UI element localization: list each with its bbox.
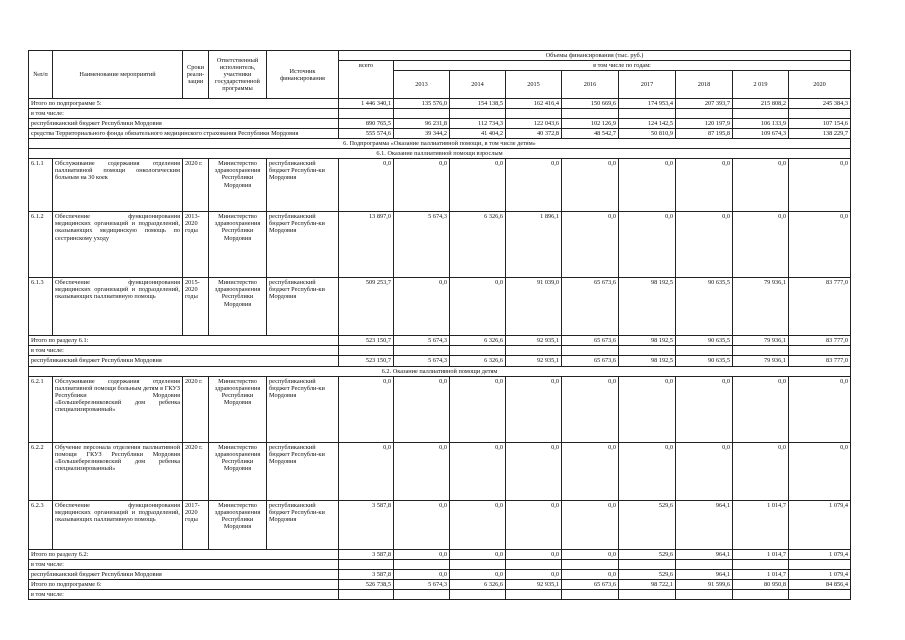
measure-total: 0,0	[339, 376, 394, 442]
table-body	[29, 99, 851, 600]
subprogram-title	[29, 139, 851, 149]
measure-year-value: 1 079,4	[789, 500, 851, 549]
summary-year-value: 39 344,2	[394, 129, 450, 139]
measure-year-value: 1 896,1	[506, 212, 562, 278]
measure-year-value: 0,0	[394, 278, 450, 336]
measure-year-value: 0,0	[562, 442, 619, 500]
summary-year-value: 98 722,1	[619, 579, 676, 589]
measure-year-value: 0,0	[619, 442, 676, 500]
measure-year-value: 964,1	[676, 500, 733, 549]
summary-year-value: 102 126,9	[562, 119, 619, 129]
measure-executor: Министерство здравоохранения Республики Мордовия	[209, 159, 267, 212]
measure-num: 6.1.2	[29, 212, 53, 278]
summary-label: республиканский бюджет Республики Мордовия	[29, 119, 339, 129]
summary-year-value	[619, 589, 676, 599]
measure-year-value: 0,0	[789, 159, 851, 212]
measure-year-value: 6 326,6	[450, 212, 506, 278]
measure-year-value: 0,0	[562, 212, 619, 278]
measure-terms: 2020 г.	[183, 376, 209, 442]
summary-label: Итого по подпрограмме 5:	[29, 99, 339, 109]
measure-executor: Министерство здравоохранения Республики Мордовия	[209, 376, 267, 442]
summary-year-value	[676, 346, 733, 356]
measure-executor: Министерство здравоохранения Республики Мордовия	[209, 442, 267, 500]
summary-year-value: 0,0	[394, 569, 450, 579]
summary-year-value	[733, 589, 789, 599]
measure-num: 6.1.3	[29, 278, 53, 336]
summary-year-value	[450, 589, 506, 599]
summary-year-value	[506, 589, 562, 599]
summary-total	[339, 559, 394, 569]
measure-year-value: 0,0	[450, 500, 506, 549]
summary-year-value: 5 674,3	[394, 579, 450, 589]
summary-label: республиканский бюджет Республики Мордовия	[29, 356, 339, 366]
measure-total: 3 587,8	[339, 500, 394, 549]
summary-year-value: 162 416,4	[506, 99, 562, 109]
measure-terms: 2017-2020 годы	[183, 500, 209, 549]
summary-year-value: 48 542,7	[562, 129, 619, 139]
measure-source: республиканский бюджет Республи-ки Мордовия	[267, 278, 339, 336]
summary-year-value: 65 673,6	[562, 356, 619, 366]
summary-year-value	[789, 346, 851, 356]
summary-year-value: 964,1	[676, 549, 733, 559]
summary-year-value: 107 154,6	[789, 119, 851, 129]
measure-year-value: 83 777,0	[789, 278, 851, 336]
summary-year-value: 112 734,3	[450, 119, 506, 129]
measure-year-value: 0,0	[394, 500, 450, 549]
summary-year-value: 0,0	[506, 569, 562, 579]
summary-label: средства Территориального фонда обязательного медицинского страхования Республики Мордовия	[29, 129, 339, 139]
summary-year-value	[789, 559, 851, 569]
summary-year-value: 92 935,1	[506, 579, 562, 589]
summary-year-value: 109 674,3	[733, 129, 789, 139]
header-source: Источник финансирования	[267, 51, 339, 99]
measure-name: Обслуживание содержания отделения паллиативной помощи больным детям в ГКУЗ Республики Мордовия «Большеберезниковский дом ребенка специализированный»	[53, 376, 183, 442]
summary-year-value	[676, 589, 733, 599]
table-header	[29, 51, 851, 99]
section-title	[29, 366, 851, 376]
summary-year-value: 96 231,8	[394, 119, 450, 129]
summary-year-value	[506, 559, 562, 569]
summary-label: в том числе:	[29, 559, 339, 569]
summary-year-value: 106 133,9	[733, 119, 789, 129]
document-page	[28, 50, 849, 600]
measure-year-value: 79 936,1	[733, 278, 789, 336]
summary-year-value: 83 777,0	[789, 336, 851, 346]
measure-year-value: 5 674,3	[394, 212, 450, 278]
summary-row	[29, 356, 851, 366]
summary-year-value: 138 229,7	[789, 129, 851, 139]
summary-year-value: 0,0	[450, 549, 506, 559]
measure-year-value: 0,0	[562, 159, 619, 212]
summary-year-value	[619, 346, 676, 356]
measure-year-value: 90 635,5	[676, 278, 733, 336]
measure-year-value: 0,0	[789, 442, 851, 500]
summary-year-value: 90 635,5	[676, 356, 733, 366]
measure-year-value: 0,0	[506, 376, 562, 442]
summary-year-value	[562, 109, 619, 119]
summary-year-value: 120 197,9	[676, 119, 733, 129]
summary-year-value: 91 599,6	[676, 579, 733, 589]
measure-year-value: 529,6	[619, 500, 676, 549]
summary-year-value	[394, 559, 450, 569]
summary-year-value	[619, 559, 676, 569]
summary-year-value: 98 192,5	[619, 336, 676, 346]
summary-year-value	[676, 109, 733, 119]
summary-year-value: 87 195,8	[676, 129, 733, 139]
summary-total	[339, 109, 394, 119]
header-year: 2017	[619, 71, 676, 99]
summary-year-value	[394, 346, 450, 356]
measure-year-value: 0,0	[789, 212, 851, 278]
summary-year-value	[394, 589, 450, 599]
summary-year-value	[506, 109, 562, 119]
measure-year-value: 0,0	[619, 159, 676, 212]
measure-num: 6.2.1	[29, 376, 53, 442]
measure-year-value: 0,0	[562, 376, 619, 442]
summary-total: 1 446 340,1	[339, 99, 394, 109]
summary-year-value	[676, 559, 733, 569]
summary-year-value: 79 936,1	[733, 336, 789, 346]
measure-year-value: 0,0	[676, 212, 733, 278]
summary-year-value: 245 384,3	[789, 99, 851, 109]
measure-row	[29, 376, 851, 442]
summary-year-value	[450, 346, 506, 356]
summary-year-value	[733, 346, 789, 356]
financing-table	[28, 50, 851, 600]
summary-year-value: 215 808,2	[733, 99, 789, 109]
measure-year-value: 65 673,6	[562, 278, 619, 336]
summary-year-value	[789, 109, 851, 119]
measure-year-value: 0,0	[562, 500, 619, 549]
measure-name: Обучение персонала отделения паллиативной помощи ГКУЗ Республики Мордовия «Большеберезниковский дом ребенка специализированный»	[53, 442, 183, 500]
header-year: 2013	[394, 71, 450, 99]
summary-total: 523 150,7	[339, 356, 394, 366]
measure-row	[29, 442, 851, 500]
summary-total	[339, 346, 394, 356]
summary-row	[29, 569, 851, 579]
measure-year-value: 0,0	[676, 159, 733, 212]
header-name: Наименование мероприятий	[53, 51, 183, 99]
header-total: всего	[339, 61, 394, 99]
summary-label: в том числе:	[29, 346, 339, 356]
summary-year-value	[394, 109, 450, 119]
measure-row	[29, 500, 851, 549]
summary-year-value: 0,0	[562, 569, 619, 579]
measure-year-value: 0,0	[394, 159, 450, 212]
measure-year-value: 91 039,0	[506, 278, 562, 336]
header-volumes: Объемы финансирования (тыс. руб.)	[339, 51, 851, 61]
measure-terms: 2013-2020 годы	[183, 212, 209, 278]
summary-total: 526 738,5	[339, 579, 394, 589]
summary-year-value	[450, 109, 506, 119]
summary-year-value	[733, 109, 789, 119]
summary-label: в том числе:	[29, 589, 339, 599]
summary-year-value: 98 192,5	[619, 356, 676, 366]
measure-name: Обеспечение функционирования медицинских организаций и подразделений, оказывающих паллиативную помощь	[53, 278, 183, 336]
summary-row	[29, 109, 851, 119]
measure-row	[29, 159, 851, 212]
measure-terms: 2020 г.	[183, 442, 209, 500]
measure-row	[29, 212, 851, 278]
summary-row	[29, 119, 851, 129]
measure-year-value: 0,0	[733, 212, 789, 278]
section-title-title: 6.2. Оказание паллиативной помощи детям	[29, 366, 851, 376]
section-title-title: 6.1. Оказание паллиативной помощи взрослым	[29, 149, 851, 159]
summary-year-value	[733, 559, 789, 569]
summary-year-value: 1 079,4	[789, 549, 851, 559]
measure-name: Обеспечение функционирования медицинских организаций и подразделений, оказывающих паллиативную помощь	[53, 500, 183, 549]
summary-year-value: 79 936,1	[733, 356, 789, 366]
summary-year-value: 1 079,4	[789, 569, 851, 579]
measure-executor: Министерство здравоохранения Республики Мордовия	[209, 278, 267, 336]
summary-row	[29, 346, 851, 356]
summary-year-value: 41 404,2	[450, 129, 506, 139]
summary-year-value: 80 950,8	[733, 579, 789, 589]
summary-row	[29, 129, 851, 139]
summary-year-value: 40 372,8	[506, 129, 562, 139]
measure-year-value: 0,0	[394, 442, 450, 500]
measure-year-value: 0,0	[733, 159, 789, 212]
summary-row	[29, 336, 851, 346]
summary-year-value: 50 810,9	[619, 129, 676, 139]
summary-total: 3 587,8	[339, 569, 394, 579]
measure-name: Обслуживание содержания отделения паллиативной помощи онкологическим больным на 30 коек	[53, 159, 183, 212]
measure-terms: 2015-2020 годы	[183, 278, 209, 336]
summary-year-value: 122 043,6	[506, 119, 562, 129]
summary-year-value: 207 393,7	[676, 99, 733, 109]
measure-year-value: 0,0	[733, 442, 789, 500]
measure-year-value: 0,0	[619, 376, 676, 442]
measure-num: 6.1.1	[29, 159, 53, 212]
summary-year-value	[562, 346, 619, 356]
measure-row	[29, 278, 851, 336]
measure-year-value: 0,0	[733, 376, 789, 442]
header-year: 2018	[676, 71, 733, 99]
summary-year-value: 90 635,5	[676, 336, 733, 346]
summary-year-value	[619, 109, 676, 119]
measure-total: 13 897,0	[339, 212, 394, 278]
measure-year-value: 1 014,7	[733, 500, 789, 549]
summary-total: 523 150,7	[339, 336, 394, 346]
summary-year-value	[789, 589, 851, 599]
measure-year-value: 0,0	[506, 442, 562, 500]
measure-year-value: 0,0	[450, 159, 506, 212]
summary-year-value: 6 326,6	[450, 579, 506, 589]
measure-year-value: 0,0	[619, 212, 676, 278]
summary-year-value: 1 014,7	[733, 569, 789, 579]
header-num: №п/п	[29, 51, 53, 99]
summary-year-value: 5 674,3	[394, 336, 450, 346]
summary-year-value: 124 142,5	[619, 119, 676, 129]
summary-year-value: 174 953,4	[619, 99, 676, 109]
header-year: 2 019	[733, 71, 789, 99]
summary-label: Итого по разделу 6.1:	[29, 336, 339, 346]
measure-num: 6.2.2	[29, 442, 53, 500]
measure-source: республиканский бюджет Республи-ки Мордовия	[267, 159, 339, 212]
summary-year-value: 92 935,1	[506, 336, 562, 346]
measure-total: 0,0	[339, 159, 394, 212]
header-year: 2016	[562, 71, 619, 99]
summary-year-value: 135 576,0	[394, 99, 450, 109]
summary-year-value: 84 856,4	[789, 579, 851, 589]
measure-year-value: 0,0	[676, 376, 733, 442]
summary-row	[29, 579, 851, 589]
summary-year-value: 6 326,6	[450, 356, 506, 366]
summary-row	[29, 99, 851, 109]
summary-label: Итого по разделу 6.2:	[29, 549, 339, 559]
measure-source: республиканский бюджет Республи-ки Мордовия	[267, 500, 339, 549]
measure-year-value: 0,0	[506, 159, 562, 212]
measure-name: Обеспечение функционирования медицинских организаций и подразделений, оказывающих медицинскую помощь по сестринскому уходу	[53, 212, 183, 278]
measure-total: 0,0	[339, 442, 394, 500]
measure-terms: 2020 г.	[183, 159, 209, 212]
summary-total: 890 765,5	[339, 119, 394, 129]
section-title	[29, 149, 851, 159]
summary-year-value: 154 138,5	[450, 99, 506, 109]
header-terms: Сроки реали-зации	[183, 51, 209, 99]
summary-total: 555 574,6	[339, 129, 394, 139]
summary-year-value: 964,1	[676, 569, 733, 579]
measure-year-value: 0,0	[506, 500, 562, 549]
summary-year-value: 0,0	[562, 549, 619, 559]
summary-year-value: 529,6	[619, 549, 676, 559]
header-year: 2015	[506, 71, 562, 99]
summary-label: Итого по подпрограмме 6:	[29, 579, 339, 589]
summary-total: 3 587,8	[339, 549, 394, 559]
measure-total: 509 253,7	[339, 278, 394, 336]
measure-year-value: 0,0	[676, 442, 733, 500]
summary-year-value: 0,0	[450, 569, 506, 579]
measure-year-value: 0,0	[450, 278, 506, 336]
summary-year-value	[562, 559, 619, 569]
measure-year-value: 98 192,5	[619, 278, 676, 336]
measure-source: республиканский бюджет Республи-ки Мордовия	[267, 376, 339, 442]
measure-executor: Министерство здравоохранения Республики Мордовия	[209, 212, 267, 278]
measure-year-value: 0,0	[394, 376, 450, 442]
measure-year-value: 0,0	[450, 442, 506, 500]
measure-source: республиканский бюджет Республи-ки Мордовия	[267, 212, 339, 278]
subprogram-title-title: 6. Подпрограмма «Оказание паллиативной помощи, в том числе детям»	[29, 139, 851, 149]
summary-year-value: 6 326,6	[450, 336, 506, 346]
summary-year-value	[450, 559, 506, 569]
measure-num: 6.2.3	[29, 500, 53, 549]
measure-source: республиканский бюджет Республи-ки Мордовия	[267, 442, 339, 500]
header-executor: Ответственный исполнитель, участники государственной программы	[209, 51, 267, 99]
summary-year-value: 83 777,0	[789, 356, 851, 366]
summary-row	[29, 549, 851, 559]
summary-year-value: 5 674,3	[394, 356, 450, 366]
header-year: 2014	[450, 71, 506, 99]
summary-total	[339, 589, 394, 599]
summary-year-value: 0,0	[394, 549, 450, 559]
summary-year-value: 150 669,6	[562, 99, 619, 109]
summary-year-value: 92 935,1	[506, 356, 562, 366]
measure-executor: Министерство здравоохранения Республики Мордовия	[209, 500, 267, 549]
header-year: 2020	[789, 71, 851, 99]
summary-year-value: 65 673,6	[562, 579, 619, 589]
summary-year-value	[562, 589, 619, 599]
summary-year-value: 65 673,6	[562, 336, 619, 346]
summary-label: республиканский бюджет Республики Мордовия	[29, 569, 339, 579]
measure-year-value: 0,0	[789, 376, 851, 442]
header-by-years: в том числе по годам:	[394, 61, 851, 71]
summary-year-value	[506, 346, 562, 356]
summary-row	[29, 559, 851, 569]
summary-row	[29, 589, 851, 599]
summary-label: в том числе:	[29, 109, 339, 119]
measure-year-value: 0,0	[450, 376, 506, 442]
summary-year-value: 529,6	[619, 569, 676, 579]
summary-year-value: 1 014,7	[733, 549, 789, 559]
summary-year-value: 0,0	[506, 549, 562, 559]
